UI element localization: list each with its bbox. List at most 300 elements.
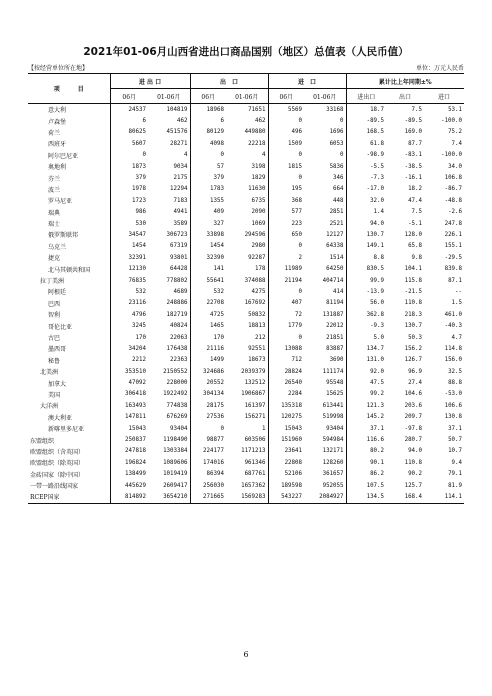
row-value: 2090 (251, 209, 266, 216)
row-value: 4725 (190, 309, 226, 320)
row-label: 哥伦比亚 (48, 323, 73, 331)
row-value: 130.7 (346, 229, 386, 240)
row-label: 阿根廷 (48, 289, 67, 297)
row-value: 79.1 (448, 471, 463, 478)
row-value: -83.1 (404, 152, 423, 159)
row-value: 65.8 (408, 243, 423, 250)
row-value: 145.2 (346, 412, 386, 423)
row-value: 1454 (190, 241, 226, 252)
row-value: 156271 (244, 414, 266, 421)
row-value: 76835 (110, 275, 148, 286)
row-value: 18.2 (408, 186, 423, 193)
row-value: 107.5 (346, 480, 386, 491)
row-value: 9.4 (451, 459, 463, 466)
row-value: 52106 (268, 469, 304, 480)
row-value: 1069 (251, 220, 266, 227)
row-label: 阿尔巴尼亚 (48, 152, 79, 160)
row-value: 1723 (110, 195, 148, 206)
row-value: -38.5 (404, 163, 423, 170)
row-value: 99.9 (346, 275, 386, 286)
row-label: 荷兰 (48, 129, 61, 137)
row-value: 687761 (244, 471, 266, 478)
row-value: 4 (262, 152, 266, 159)
row-value: 90.1 (346, 457, 386, 468)
row-value: 132512 (244, 380, 266, 387)
row-value: 247.8 (444, 220, 463, 227)
trade-table (28, 73, 464, 504)
row-value: -21.5 (404, 288, 423, 295)
row-value: 86394 (190, 469, 226, 480)
row-value: 5569 (268, 104, 304, 116)
row-value: 189598 (268, 480, 304, 491)
row-value: 839.8 (444, 266, 463, 273)
row-value: 203.6 (404, 402, 423, 409)
row-value: -86.7 (444, 186, 463, 193)
row-value: 61.8 (346, 138, 386, 149)
row-value: 67319 (170, 243, 188, 250)
row-value: 218.3 (404, 311, 423, 318)
row-label: 卢森堡 (48, 118, 67, 126)
row-label: 澳大利亚 (48, 414, 73, 422)
row-value: 13088 (268, 343, 304, 354)
row-value: 21194 (268, 275, 304, 286)
row-value: 306418 (110, 389, 148, 400)
row-value: 461.0 (444, 311, 463, 318)
table-row (28, 229, 464, 240)
row-value: 18673 (248, 357, 266, 364)
row-label: 古巴 (48, 335, 61, 342)
row-value: -7.3 (346, 172, 386, 183)
row-value: 15043 (110, 423, 148, 434)
row-value: 149.1 (346, 241, 386, 252)
row-value: 3654210 (148, 491, 190, 503)
row-label: 拉丁美洲 (40, 278, 65, 286)
row-label: 北美洲 (40, 369, 59, 377)
row-value: 4 (184, 152, 188, 159)
row-value: 353510 (110, 366, 148, 377)
row-value: 6053 (329, 140, 344, 147)
row-value: 228000 (166, 380, 188, 387)
row-value: 7.5 (411, 209, 423, 216)
row-value: 3198 (251, 163, 266, 170)
row-label: RCEP国家 (28, 491, 110, 503)
row-value: 15043 (268, 423, 304, 434)
row-value: 130.8 (444, 414, 463, 421)
row-value: 3690 (329, 357, 344, 364)
row-value: 830.5 (346, 263, 386, 274)
row-value: 163493 (110, 400, 148, 411)
table-row (28, 434, 464, 445)
row-value: 170 (110, 332, 148, 343)
row-value: 271665 (190, 491, 226, 503)
row-label: 俄罗斯联邦 (48, 232, 79, 240)
row-value: 156.0 (444, 357, 463, 364)
table-row (28, 127, 464, 138)
row-label: 乌克兰 (48, 243, 67, 251)
row-value: 247818 (110, 446, 148, 457)
row-value: 4098 (190, 138, 226, 149)
row-value: 12294 (170, 186, 188, 193)
row-value: 5.0 (346, 332, 386, 343)
table-row (28, 138, 464, 149)
row-value: 155.1 (444, 243, 463, 250)
table-row (28, 320, 464, 331)
table-row (28, 389, 464, 400)
table-row (28, 400, 464, 411)
row-value: 126.7 (404, 357, 423, 364)
row-value: 32391 (110, 252, 148, 263)
row-value: 22708 (190, 298, 226, 309)
row-value: 0 (110, 150, 148, 161)
row-value: 1829 (251, 175, 266, 182)
row-value: 22363 (170, 357, 188, 364)
row-value: 462 (255, 118, 266, 125)
row-value: 21116 (190, 343, 226, 354)
table-row (28, 161, 464, 172)
row-label: 秘鲁 (48, 357, 61, 365)
row-value: 462 (177, 118, 188, 125)
row-value: 532 (110, 286, 148, 297)
row-value: 1 (262, 425, 266, 432)
table-row (28, 252, 464, 263)
row-value: 23116 (110, 298, 148, 309)
row-label: 东盟组织 (30, 437, 55, 445)
row-value: 47.4 (408, 197, 423, 204)
row-value: 2084927 (304, 491, 346, 503)
row-value: -100.0 (441, 152, 463, 159)
row-value: 22218 (248, 140, 266, 147)
row-value: 161397 (244, 402, 266, 409)
row-label: 北马其顿共和国 (48, 266, 91, 274)
table-row (28, 446, 464, 457)
row-value: 226.1 (444, 231, 463, 238)
row-value: 362.8 (346, 309, 386, 320)
row-value: 64250 (326, 266, 344, 273)
row-value: 111174 (322, 368, 344, 375)
row-value: 71651 (248, 106, 266, 113)
row-value: 50.3 (408, 334, 423, 341)
row-value: 28271 (170, 140, 188, 147)
row-value: 15625 (326, 391, 344, 398)
row-value: 11630 (248, 186, 266, 193)
row-value: 11989 (268, 263, 304, 274)
table-row (28, 207, 464, 218)
row-value: -2.6 (448, 209, 463, 216)
row-label: 新喀里多尼亚 (48, 426, 85, 434)
item-header: 项 目 (28, 74, 110, 104)
row-value: 23641 (268, 446, 304, 457)
row-value: 986 (110, 207, 148, 218)
row-value: 374088 (244, 277, 266, 284)
row-value: 26540 (268, 377, 304, 388)
row-value: 92551 (248, 345, 266, 352)
row-value: 3245 (110, 320, 148, 331)
col-ie-m06: 06月 (110, 89, 148, 104)
row-value: 0 (340, 118, 344, 125)
row-value: 110.8 (404, 300, 423, 307)
row-label: 瑞典 (48, 209, 61, 217)
row-value: 1465 (190, 320, 226, 331)
row-value: 156.2 (404, 345, 423, 352)
row-value: 120275 (268, 412, 304, 423)
row-value: 1509 (268, 138, 304, 149)
table-row (28, 104, 464, 116)
export-header: 出 口 (190, 74, 268, 89)
row-value: 0 (190, 150, 226, 161)
table-row (28, 115, 464, 126)
table-row (28, 355, 464, 366)
row-value: 106.6 (444, 402, 463, 409)
table-row (28, 491, 464, 503)
row-value: 12130 (110, 263, 148, 274)
row-value: 37.1 (448, 425, 463, 432)
table-row (28, 286, 464, 297)
row-value: 174016 (190, 457, 226, 468)
row-value: 4275 (251, 288, 266, 295)
table-row (28, 263, 464, 274)
row-value: 24537 (110, 104, 148, 116)
row-value: 1198490 (163, 437, 188, 444)
row-value: 0 (268, 172, 304, 183)
row-value: 1.5 (451, 300, 463, 307)
yoy-header: 累计比上年同期±% (346, 74, 464, 89)
row-value: -- (455, 288, 463, 295)
row-value: 34547 (110, 229, 148, 240)
row-value: 93404 (170, 425, 188, 432)
col-yoy-im: 进口 (424, 89, 464, 104)
row-value: 53.1 (448, 106, 463, 113)
row-value: 8.8 (346, 252, 386, 263)
row-value: 138499 (110, 469, 148, 480)
row-value: 195 (268, 184, 304, 195)
row-value: 2609417 (163, 482, 188, 489)
table-row (28, 469, 464, 480)
row-value: 304134 (190, 389, 226, 400)
row-value: 2150552 (163, 368, 188, 375)
row-value: 134.5 (346, 491, 386, 503)
table-row (28, 332, 464, 343)
table-row (28, 343, 464, 354)
row-value: 83887 (326, 345, 344, 352)
table-row (28, 423, 464, 434)
row-value: 104.6 (404, 391, 423, 398)
row-value: -13.9 (346, 286, 386, 297)
row-value: 4689 (173, 288, 188, 295)
row-value: 2039379 (241, 368, 266, 375)
row-value: 1783 (190, 184, 226, 195)
row-value: 1569283 (226, 491, 268, 503)
row-value: 168.5 (346, 127, 386, 138)
row-value: -9.3 (346, 320, 386, 331)
table-row (28, 457, 464, 468)
row-value: 90.2 (408, 471, 423, 478)
row-value: 9034 (173, 163, 188, 170)
row-value: 168.4 (386, 491, 424, 503)
import-export-header: 进 出 口 (110, 74, 190, 89)
row-value: 131.0 (346, 355, 386, 366)
row-value: 178 (255, 266, 266, 273)
table-row (28, 218, 464, 229)
page-number: 6 (243, 650, 249, 659)
unit-note: 单位：万元人民币 (415, 65, 464, 72)
row-value: 87.1 (448, 277, 463, 284)
row-value: 56.0 (346, 298, 386, 309)
row-value: 64338 (326, 243, 344, 250)
row-value: 104.1 (404, 266, 423, 273)
row-value: 170 (190, 332, 226, 343)
basis-note: 【按经营单位所在地】 (28, 65, 89, 72)
row-value: 0 (268, 150, 304, 161)
row-value: 5607 (110, 138, 148, 149)
row-label: 捷克 (48, 255, 61, 263)
row-value: 1978 (110, 184, 148, 195)
row-value: 1454 (110, 241, 148, 252)
row-value: 116.6 (346, 434, 386, 445)
table-row (28, 275, 464, 286)
table-row (28, 241, 464, 252)
col-ex-m0106: 01-06月 (226, 89, 268, 104)
row-value: 32.0 (346, 195, 386, 206)
row-label: 奥地利 (48, 164, 67, 172)
row-label: 芬兰 (48, 175, 61, 183)
row-value: 110.8 (404, 459, 423, 466)
row-value: 1657362 (241, 482, 266, 489)
table-row (28, 184, 464, 195)
row-value: 1355 (190, 195, 226, 206)
row-value: 1089606 (163, 459, 188, 466)
col-yoy-ie: 进出口 (346, 89, 386, 104)
row-value: 4796 (110, 309, 148, 320)
row-label: 加拿大 (48, 380, 67, 388)
row-value: 22808 (268, 457, 304, 468)
col-im-m06: 06月 (268, 89, 304, 104)
row-value: 33168 (326, 106, 344, 113)
row-value: 404714 (322, 277, 344, 284)
row-value: 0 (268, 241, 304, 252)
row-value: 1873 (110, 161, 148, 172)
row-value: 1019419 (163, 471, 188, 478)
row-value: 532 (190, 286, 226, 297)
row-value: 4.7 (451, 334, 463, 341)
row-value: 98877 (190, 434, 226, 445)
row-value: 50.7 (448, 437, 463, 444)
row-value: 81194 (326, 300, 344, 307)
row-value: 33898 (190, 229, 226, 240)
table-row (28, 195, 464, 206)
row-value: 93404 (326, 425, 344, 432)
row-value: 1815 (268, 161, 304, 172)
row-value: -48.8 (444, 197, 463, 204)
row-value: 543227 (268, 491, 304, 503)
row-value: 327 (190, 218, 226, 229)
row-value: 18.7 (346, 104, 386, 116)
row-value: 2521 (329, 220, 344, 227)
row-value: 650 (268, 229, 304, 240)
table-body (28, 104, 464, 504)
row-value: 1.4 (346, 207, 386, 218)
row-value: 2212 (110, 355, 148, 366)
row-value: 37.1 (346, 423, 386, 434)
row-value: -17.0 (346, 184, 386, 195)
row-value: 224177 (190, 446, 226, 457)
row-value: 2851 (329, 209, 344, 216)
row-value: 96.9 (408, 368, 423, 375)
row-value: 2284 (268, 389, 304, 400)
row-value: 1303384 (163, 448, 188, 455)
row-label: 墨西哥 (48, 346, 67, 354)
row-value: 451576 (166, 129, 188, 136)
row-value: 407 (268, 298, 304, 309)
table-row (28, 412, 464, 423)
row-value: 248886 (166, 300, 188, 307)
row-value: 496 (268, 127, 304, 138)
table-row (28, 377, 464, 388)
row-value: 106.8 (444, 175, 463, 182)
row-value: 9.8 (411, 254, 423, 261)
row-value: 4941 (173, 209, 188, 216)
row-value: 0 (268, 286, 304, 297)
row-value: 2 (268, 252, 304, 263)
row-value: 34.0 (448, 163, 463, 170)
row-value: 88.8 (448, 380, 463, 387)
row-value: 27536 (190, 412, 226, 423)
row-value: 594984 (322, 437, 344, 444)
row-value: 409 (190, 207, 226, 218)
row-value: 346 (333, 175, 344, 182)
row-value: 256030 (190, 480, 226, 491)
row-value: 294596 (244, 231, 266, 238)
row-value: 7.5 (411, 106, 423, 113)
row-value: 114.8 (444, 345, 463, 352)
row-value: 449880 (244, 129, 266, 136)
row-value: 0 (190, 423, 226, 434)
table-row (28, 480, 464, 491)
row-value: 32.5 (448, 368, 463, 375)
row-value: 57 (190, 161, 226, 172)
row-value: 50832 (248, 311, 266, 318)
row-label: 金砖国家（除中国） (30, 471, 85, 479)
row-value: 212 (255, 334, 266, 341)
row-value: 55641 (190, 275, 226, 286)
row-value: 169.0 (404, 129, 423, 136)
row-value: 167692 (244, 300, 266, 307)
row-label: 欧盟组织（除英国） (30, 460, 85, 468)
row-value: 196824 (110, 457, 148, 468)
row-value: 92.0 (346, 366, 386, 377)
row-value: 209.7 (404, 414, 423, 421)
row-value: 12127 (326, 231, 344, 238)
row-value: -98.9 (346, 150, 386, 161)
row-value: 18813 (248, 323, 266, 330)
row-value: 130.7 (404, 323, 423, 330)
row-value: 141 (190, 263, 226, 274)
row-value: 712 (268, 355, 304, 366)
row-value: 379 (190, 172, 226, 183)
row-value: 86.2 (346, 469, 386, 480)
row-value: 2980 (251, 243, 266, 250)
row-value: 93801 (170, 254, 188, 261)
row-label: 欧盟组织（含英国） (30, 448, 85, 456)
row-label: 波兰 (48, 186, 61, 194)
row-value: 603506 (244, 437, 266, 444)
row-value: -89.5 (346, 115, 386, 126)
row-value: -53.0 (444, 391, 463, 398)
row-value: 81.9 (448, 482, 463, 489)
row-value: 72 (268, 309, 304, 320)
row-value: 361657 (322, 471, 344, 478)
row-value: 28175 (190, 400, 226, 411)
row-value: -5.1 (408, 220, 423, 227)
